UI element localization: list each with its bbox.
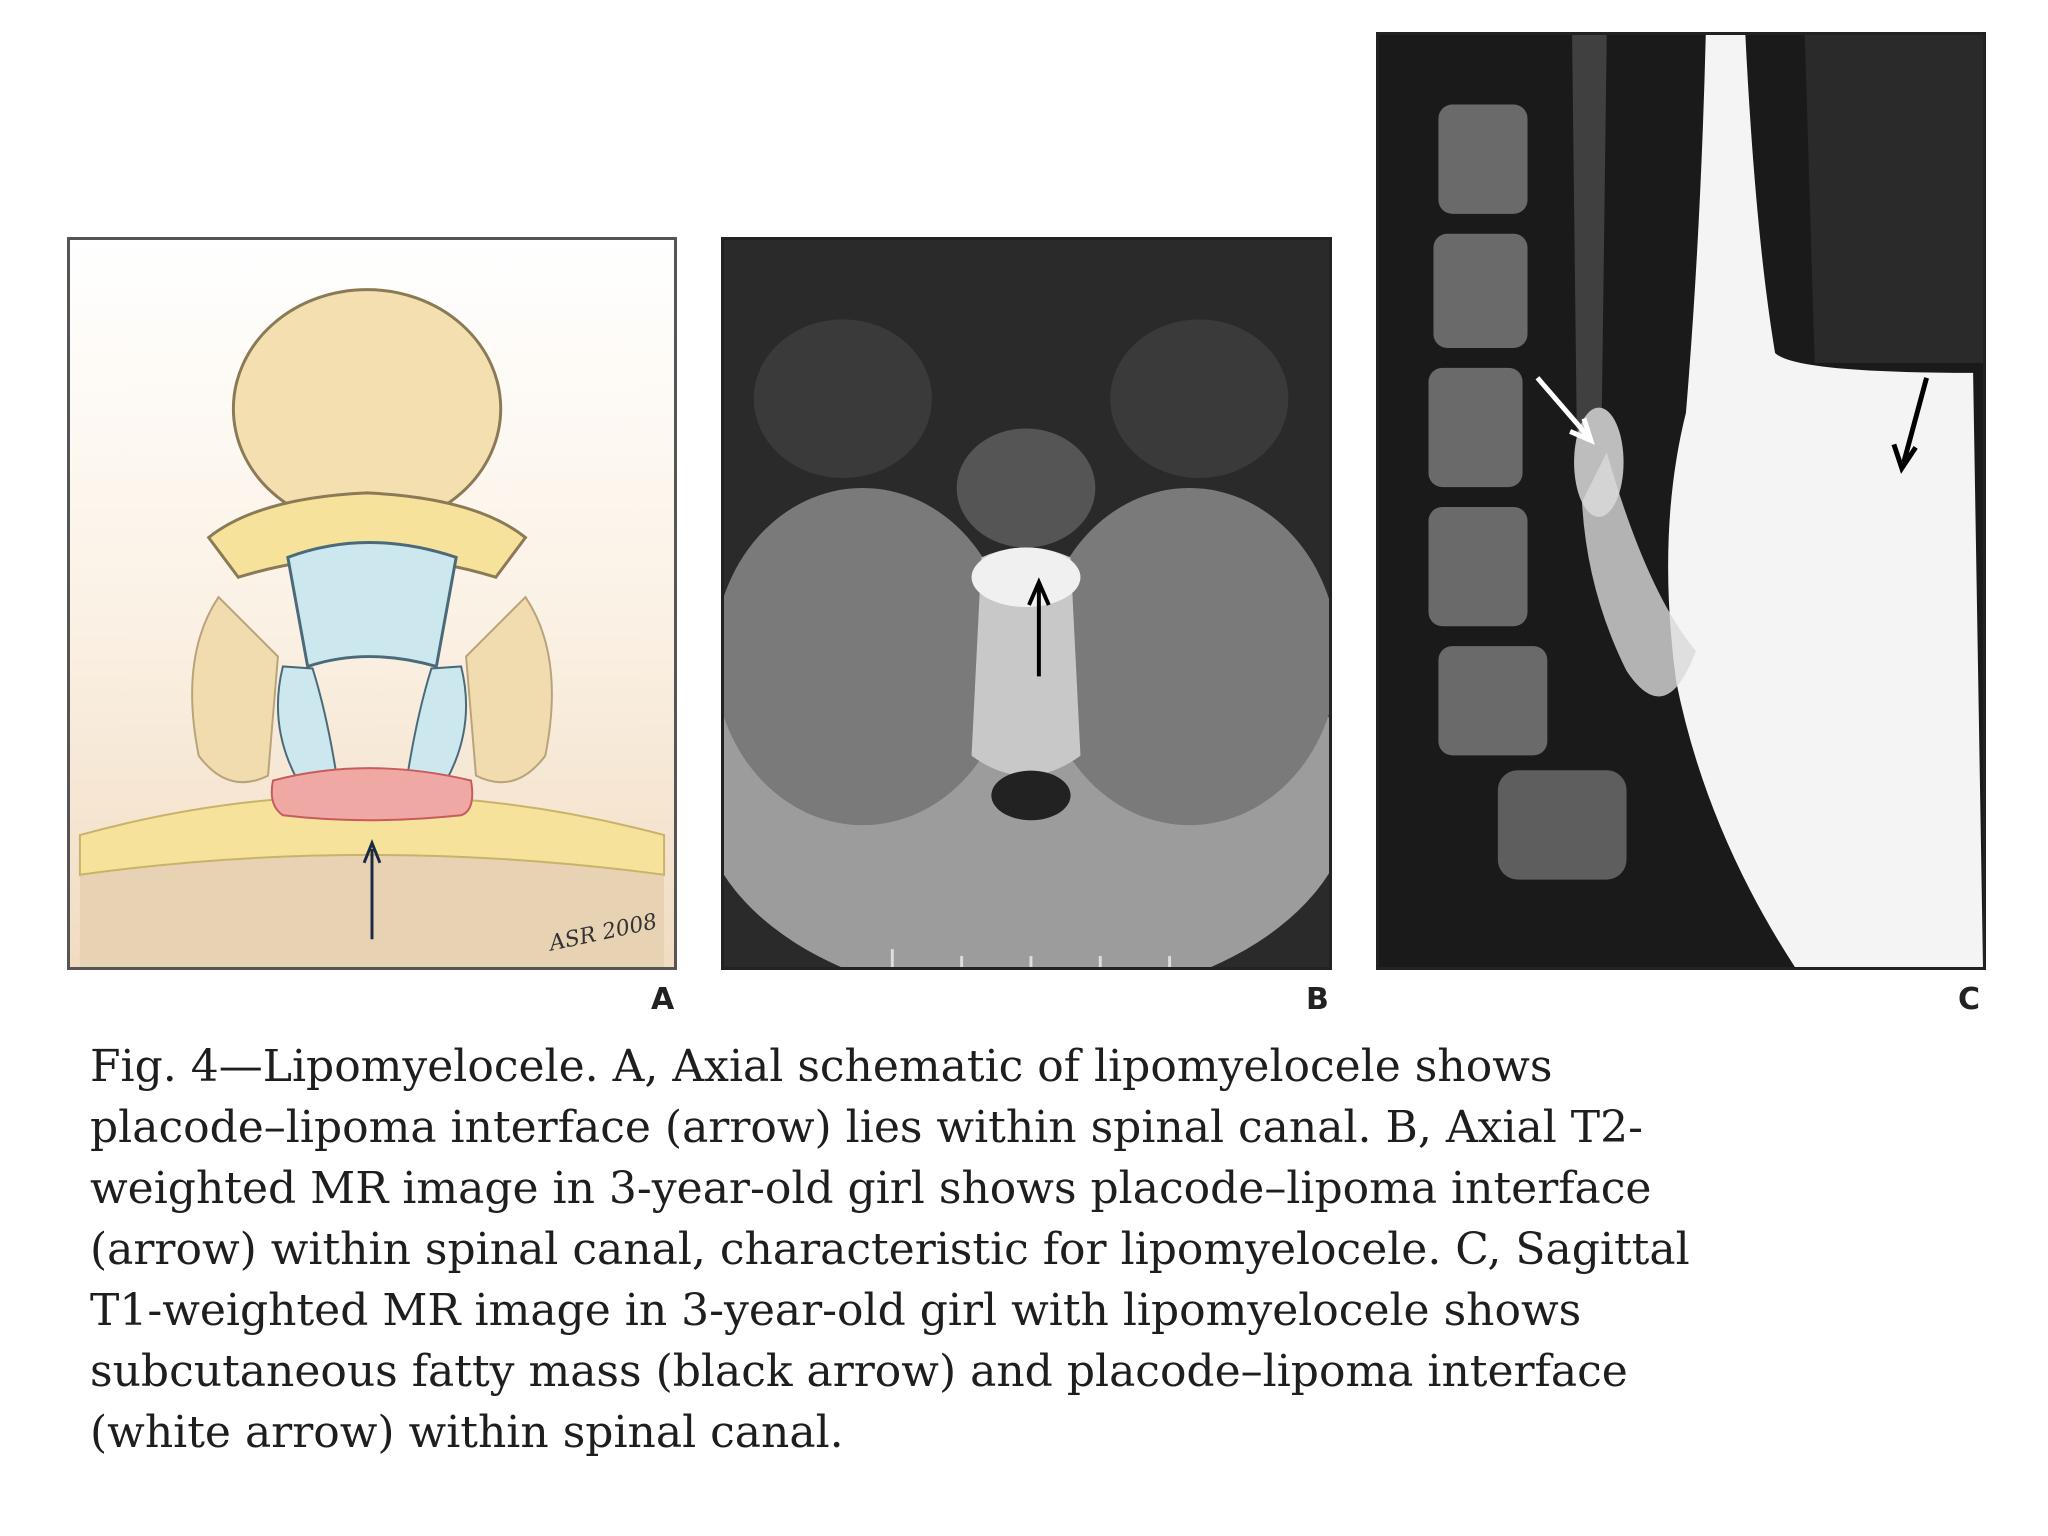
panel-label-b: B <box>1306 982 1329 1017</box>
panel-b-axial-mr <box>721 237 1332 970</box>
caption-line: (arrow) within spinal canal, characteristic for lipomyelocele. C, Sagittal <box>90 1224 1690 1275</box>
figure-caption <box>90 1036 1810 1463</box>
caption-line: T1-weighted MR image in 3-year-old girl with lipomyelocele shows <box>90 1285 1582 1336</box>
illustrator-signature: ASR 2008 <box>547 909 660 957</box>
sagittal-mr-image <box>1379 35 1983 967</box>
caption-line: Fig. 4—Lipomyelocele. A, Axial schematic of lipomyelocele shows <box>90 1041 1553 1092</box>
caption-line: placode–lipoma interface (arrow) lies within spinal canal. B, Axial T2- <box>90 1102 1643 1153</box>
panel-a-schematic <box>67 237 677 970</box>
panel-c-sagittal-mr <box>1376 32 1986 970</box>
caption-line: subcutaneous fatty mass (black arrow) and placode–lipoma interface <box>90 1346 1628 1397</box>
axial-mr-image <box>724 240 1329 967</box>
caption-line: (white arrow) within spinal canal. <box>90 1407 844 1458</box>
panel-label-a: A <box>651 982 675 1017</box>
caption-line: weighted MR image in 3-year-old girl shows placode–lipoma interface <box>90 1163 1652 1214</box>
schematic-illustration <box>70 240 674 967</box>
panel-label-c: C <box>1958 982 1981 1017</box>
